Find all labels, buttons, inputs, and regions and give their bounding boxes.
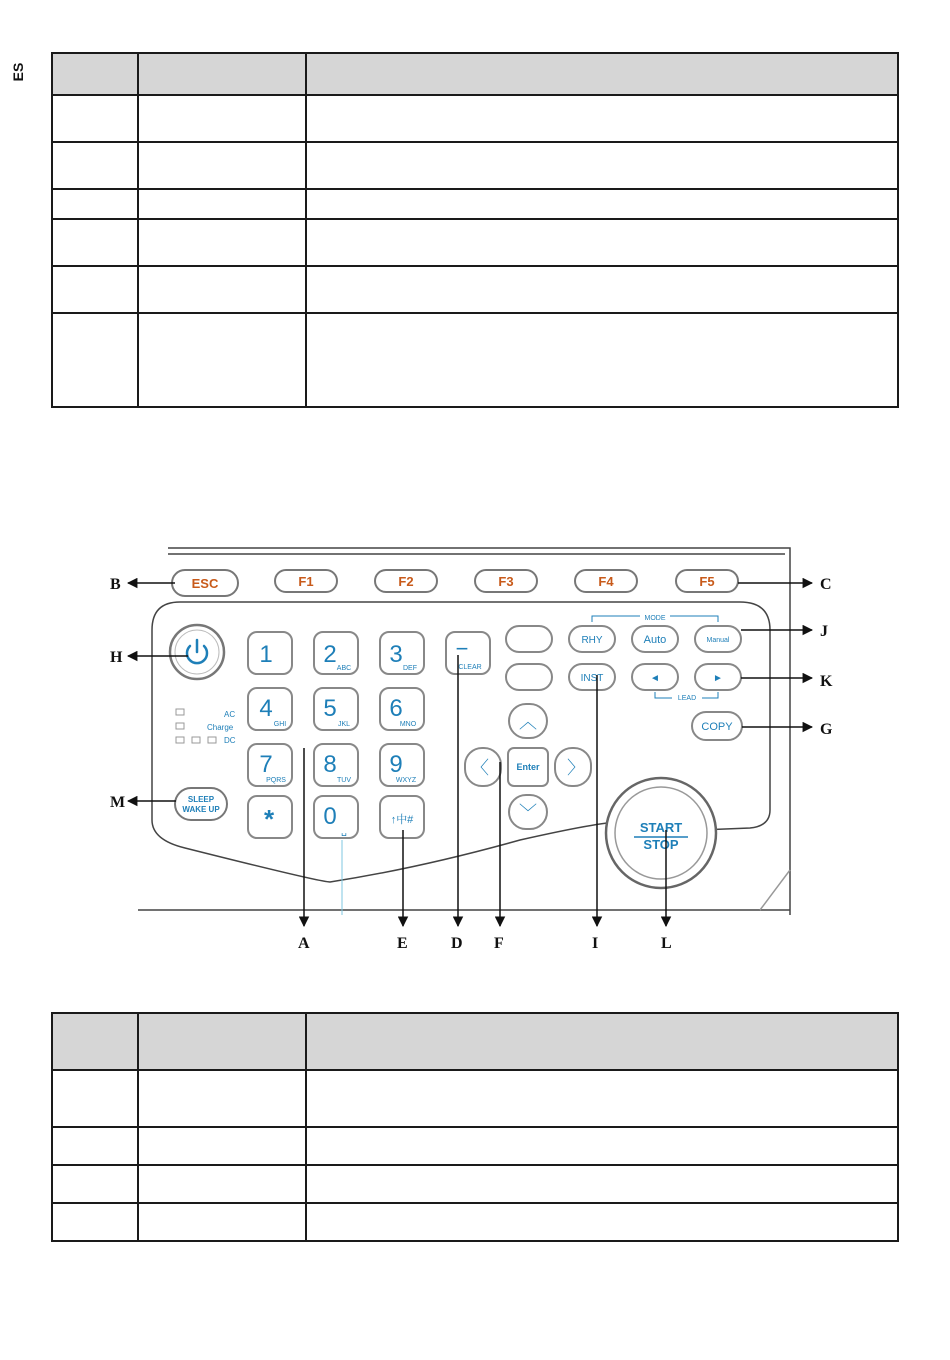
svg-text:◄: ◄ (650, 673, 660, 684)
chevron-left-icon: 〈 (471, 758, 489, 778)
svg-text:Manual: Manual (706, 637, 730, 644)
charge-indicator-label: Charge (207, 723, 234, 732)
svg-text:7: 7 (259, 751, 273, 778)
key-9[interactable] (380, 744, 424, 786)
esc-key[interactable] (172, 570, 238, 596)
svg-text:STOP: STOP (643, 837, 679, 852)
callout-m: M (110, 794, 126, 811)
key-4[interactable] (248, 688, 292, 730)
callout-d: D (451, 935, 463, 952)
table-row (52, 219, 898, 266)
svg-text:−: − (455, 636, 469, 661)
svg-text:START: START (639, 820, 683, 835)
key-3[interactable] (380, 632, 424, 674)
power-key[interactable] (170, 625, 224, 679)
table-row (52, 266, 898, 313)
svg-text:4: 4 (259, 695, 273, 722)
svg-text:*: * (263, 804, 275, 834)
table-row (52, 313, 898, 407)
function-key-row (172, 570, 738, 596)
svg-text:8: 8 (323, 751, 337, 778)
callout-c: C (820, 576, 832, 593)
key-symbol[interactable] (380, 796, 424, 838)
svg-text:►: ► (713, 673, 723, 684)
inst-key[interactable] (569, 664, 615, 690)
navigation-pad (465, 704, 591, 829)
arrow-down-key[interactable] (509, 795, 547, 829)
svg-text:9: 9 (389, 751, 403, 778)
svg-text:5: 5 (323, 695, 337, 722)
arrow-up-key[interactable] (509, 704, 547, 738)
svg-text:INST: INST (580, 673, 604, 684)
callout-k: K (820, 673, 833, 690)
lead-next-key[interactable] (695, 664, 741, 690)
arrow-left-key[interactable] (465, 748, 501, 786)
svg-text:1: 1 (259, 641, 273, 668)
svg-text:↑中#: ↑中# (390, 814, 414, 826)
start-stop-key[interactable] (606, 778, 716, 888)
blank-keys (506, 626, 552, 690)
status-indicators (176, 709, 236, 745)
callout-e: E (397, 935, 408, 952)
mode-label: MODE (644, 615, 666, 622)
svg-text:COPY: COPY (701, 721, 733, 733)
table-row (52, 1165, 898, 1203)
svg-text:3: 3 (389, 641, 403, 668)
svg-text:WXYZ: WXYZ (395, 777, 417, 784)
arrow-right-key[interactable] (555, 748, 591, 786)
keyboard-diagram (0, 490, 950, 970)
manual-key[interactable] (695, 626, 741, 652)
enter-key[interactable] (508, 748, 548, 786)
chevron-up-icon: ︿ (519, 712, 537, 732)
blank-key-1[interactable] (506, 626, 552, 652)
numeric-keypad (248, 632, 490, 838)
table-row (52, 1203, 898, 1241)
blank-key-2[interactable] (506, 664, 552, 690)
key-star[interactable] (248, 796, 292, 838)
svg-text:F5: F5 (699, 574, 715, 589)
callout-j: J (820, 623, 828, 640)
key-1[interactable] (248, 632, 292, 674)
table-row (52, 189, 898, 219)
svg-text:SLEEP: SLEEP (187, 795, 215, 804)
svg-text:ABC: ABC (336, 665, 352, 672)
svg-text:Auto: Auto (643, 634, 667, 646)
key-2[interactable] (314, 632, 358, 674)
key-5[interactable] (314, 688, 358, 730)
f4-key[interactable] (575, 570, 637, 592)
mode-group (569, 611, 742, 740)
copy-key[interactable] (692, 712, 742, 740)
svg-text:RHY: RHY (581, 635, 603, 646)
svg-text:F1: F1 (298, 574, 314, 589)
svg-text:6: 6 (389, 695, 403, 722)
svg-text:Enter: Enter (516, 762, 540, 772)
svg-text:F4: F4 (598, 574, 614, 589)
svg-text:JKL: JKL (337, 721, 351, 728)
callout-g: G (820, 721, 833, 738)
callout-f: F (494, 935, 504, 952)
chevron-down-icon: ﹀ (519, 803, 537, 823)
key-6[interactable] (380, 688, 424, 730)
f5-key[interactable] (676, 570, 738, 592)
key-7[interactable] (248, 744, 292, 786)
table-row (52, 142, 898, 189)
language-tab: ES (10, 62, 26, 82)
key-8[interactable] (314, 744, 358, 786)
table-header-row (52, 1013, 898, 1070)
svg-text:␣: ␣ (341, 826, 347, 836)
svg-text:PQRS: PQRS (266, 777, 286, 784)
rhy-key[interactable] (569, 626, 615, 652)
lead-label: LEAD (677, 695, 697, 702)
lead-prev-key[interactable] (632, 664, 678, 690)
svg-text:GHI: GHI (273, 721, 287, 728)
svg-text:2: 2 (323, 641, 337, 668)
key-clear[interactable] (446, 632, 490, 674)
svg-text:MNO: MNO (399, 721, 417, 728)
svg-text:TUV: TUV (337, 777, 351, 784)
top-spec-table (51, 52, 899, 408)
svg-text:ESC: ESC (191, 576, 219, 591)
sleep-wake-key[interactable] (175, 788, 227, 820)
table-row (52, 1070, 898, 1127)
bottom-spec-table (51, 1012, 899, 1242)
table-row (52, 95, 898, 142)
f2-key[interactable] (375, 570, 437, 592)
ac-indicator-label: AC (224, 710, 236, 719)
svg-text:DEF: DEF (403, 665, 417, 672)
callout-b: B (110, 576, 121, 593)
svg-text:WAKE UP: WAKE UP (182, 805, 220, 814)
dc-indicator-label: DC (224, 736, 236, 745)
callout-i: I (592, 935, 599, 952)
chevron-right-icon: 〉 (567, 758, 585, 778)
callout-l: L (661, 935, 672, 952)
f3-key[interactable] (475, 570, 537, 592)
table-header-row (52, 53, 898, 95)
svg-text:F3: F3 (498, 574, 514, 589)
svg-text:F2: F2 (398, 574, 414, 589)
auto-key[interactable] (632, 626, 678, 652)
callout-a: A (298, 935, 310, 952)
callout-h: H (110, 649, 123, 666)
svg-text:CLEAR: CLEAR (458, 664, 482, 671)
table-row (52, 1127, 898, 1165)
f1-key[interactable] (275, 570, 337, 592)
svg-text:0: 0 (323, 803, 337, 830)
key-0[interactable] (314, 796, 358, 838)
